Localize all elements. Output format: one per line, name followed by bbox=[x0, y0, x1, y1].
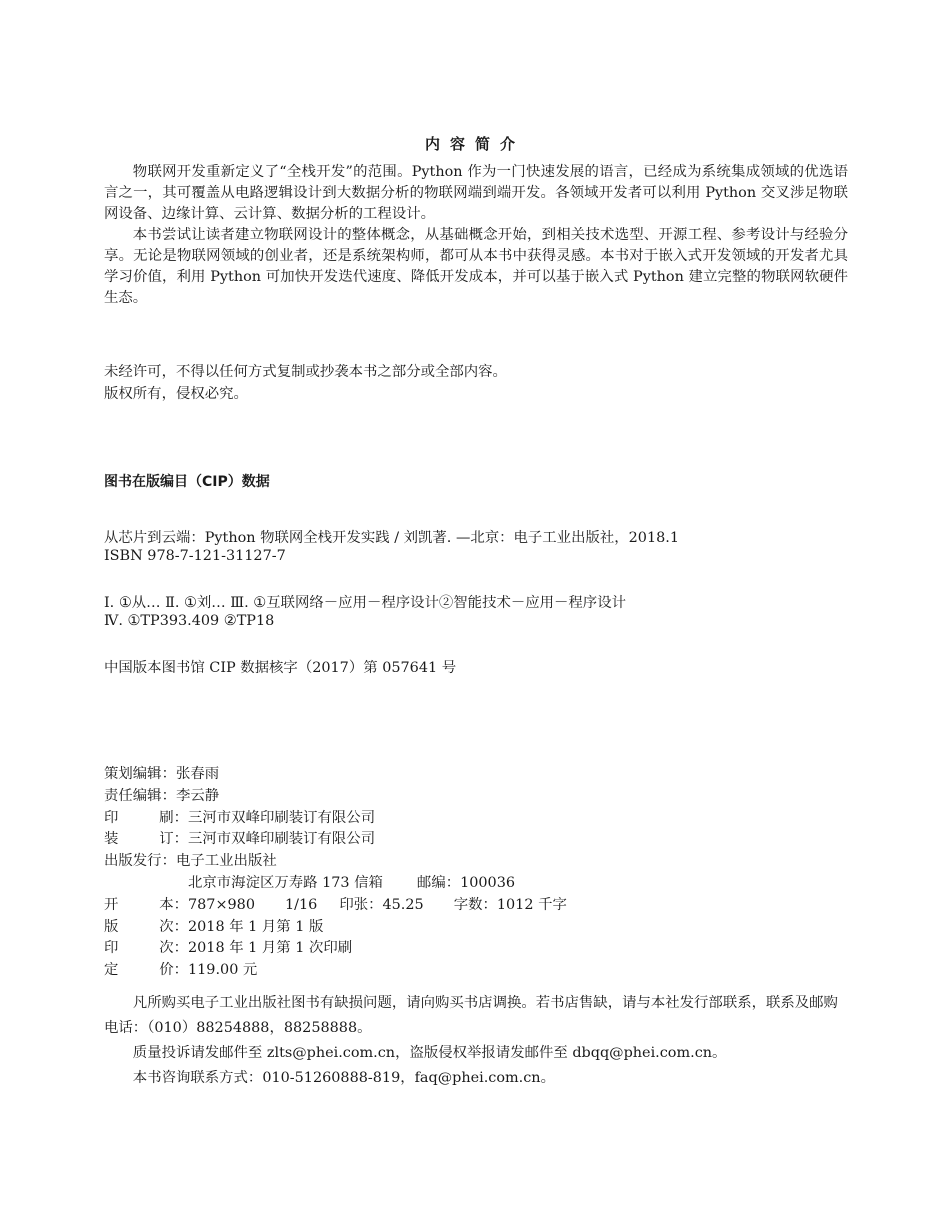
summary-title: 内容简介 bbox=[424, 135, 525, 153]
impression-label: 印 次： bbox=[104, 940, 188, 957]
binder: 三河市双峰印刷装订有限公司 bbox=[188, 831, 376, 848]
colophon-row bbox=[104, 917, 567, 939]
printing-label: 印 刷： bbox=[104, 809, 188, 826]
cip-isbn: ISBN 978-7-121-31127-7 bbox=[104, 548, 286, 564]
price-label: 定 价： bbox=[104, 962, 188, 979]
word-count: 字数：1012 千字 bbox=[453, 896, 567, 913]
colophon-row: 出版发行 ： 电子工业出版社 bbox=[104, 851, 567, 873]
notice-line: 未经许可，不得以任何方式复制或抄袭本书之部分或全部内容。 bbox=[104, 364, 507, 380]
summary-paragraph: 本书尝试让读者建立物联网设计的整体概念，从基础概念开始，到相关技术选型、开源工程、参考设计与经验分享。无论是物联网领域的创业者，还是系统架构师，都可从本书中获得灵感。本书对于嵌入式开发领域的开发者尤具学习价值，利用 Python 可加快开发迭代速度、降低开发成本，并可以基于嵌入式 Python 建立完整的物联网软硬件生态。 bbox=[104, 227, 848, 306]
colophon-row: 责任编辑 ： 李云静 bbox=[104, 786, 567, 808]
notice-line: 版权所有，侵权必究。 bbox=[104, 386, 248, 402]
edition: 2018 年 1 月第 1 版 bbox=[188, 918, 324, 935]
printed-sheets: 印张：45.25 bbox=[339, 896, 424, 913]
responsible-editor-label: 责任编辑 bbox=[104, 787, 162, 804]
contact-info bbox=[104, 991, 852, 1091]
planning-editor-label: 策划编辑 bbox=[104, 766, 162, 782]
summary-body bbox=[104, 162, 848, 309]
colophon-row bbox=[104, 829, 567, 851]
publisher: 电子工业出版社 bbox=[175, 853, 277, 870]
contact-paragraph: 本书咨询联系方式：010-51260888-819，faq@phei.com.cn。 bbox=[132, 1070, 555, 1086]
format-label: 开 本： bbox=[104, 896, 188, 913]
colophon-row bbox=[104, 938, 567, 960]
cip-classification-1: Ⅰ. ①从… Ⅱ. ①刘… Ⅲ. ①互联网络－应用－程序设计②智能技术－应用－程序设计 bbox=[104, 595, 626, 611]
format: 787×980 bbox=[188, 896, 255, 913]
postcode: 邮编：100036 bbox=[416, 874, 516, 891]
binding-label: 装 订： bbox=[104, 831, 188, 848]
impression: 2018 年 1 月第 1 次印刷 bbox=[188, 940, 353, 957]
summary-paragraph: 物联网开发重新定义了“全栈开发”的范围。Python 作为一门快速发展的语言，已经成为系统集成领域的优选语言之一，其可覆盖从电路逻辑设计到大数据分析的物联网端到端开发。各领域开发者可以利用 Python 交叉涉足物联网设备、边缘计算、云计算、数据分析的工程设计。 bbox=[104, 164, 848, 222]
responsible-editor: 李云静 bbox=[175, 787, 220, 804]
publisher-address: 北京市海淀区万寿路 173 信箱 bbox=[188, 874, 383, 891]
edition-label: 版 次： bbox=[104, 918, 188, 935]
contact-paragraph: 凡所购买电子工业出版社图书有缺损问题，请向购买书店调换。若书店售缺，请与本社发行部联系，联系及邮购电话：（010）88254888，88258888。 bbox=[104, 995, 838, 1036]
copyright-notice bbox=[104, 361, 507, 405]
format-fold: 1/16 bbox=[285, 896, 318, 913]
colophon-row bbox=[104, 895, 567, 917]
colophon-row bbox=[104, 808, 567, 830]
publisher-label: 出版发行 bbox=[104, 853, 162, 870]
planning-editor: 张春雨 bbox=[175, 766, 220, 782]
cip-title-line: 从芯片到云端：Python 物联网全栈开发实践 / 刘凯著. —北京：电子工业出版社，2018.1 bbox=[104, 530, 679, 546]
cip-number: 中国版本图书馆 CIP 数据核字（2017）第 057641 号 bbox=[104, 660, 457, 676]
printer: 三河市双峰印刷装订有限公司 bbox=[188, 809, 376, 826]
colophon bbox=[104, 764, 567, 982]
colophon-row: 策划编辑 ： 张春雨 bbox=[104, 764, 567, 786]
price: 119.00 元 bbox=[188, 962, 258, 979]
colophon-row bbox=[104, 873, 567, 895]
cip-heading: 图书在版编目（CIP）数据 bbox=[104, 474, 270, 490]
colophon-row bbox=[104, 960, 567, 982]
cip-classification-2: Ⅳ. ①TP393.409 ②TP18 bbox=[104, 613, 275, 629]
contact-paragraph: 质量投诉请发邮件至 zlts@phei.com.cn，盗版侵权举报请发邮件至 dbqq@phei.com.cn。 bbox=[132, 1045, 727, 1061]
